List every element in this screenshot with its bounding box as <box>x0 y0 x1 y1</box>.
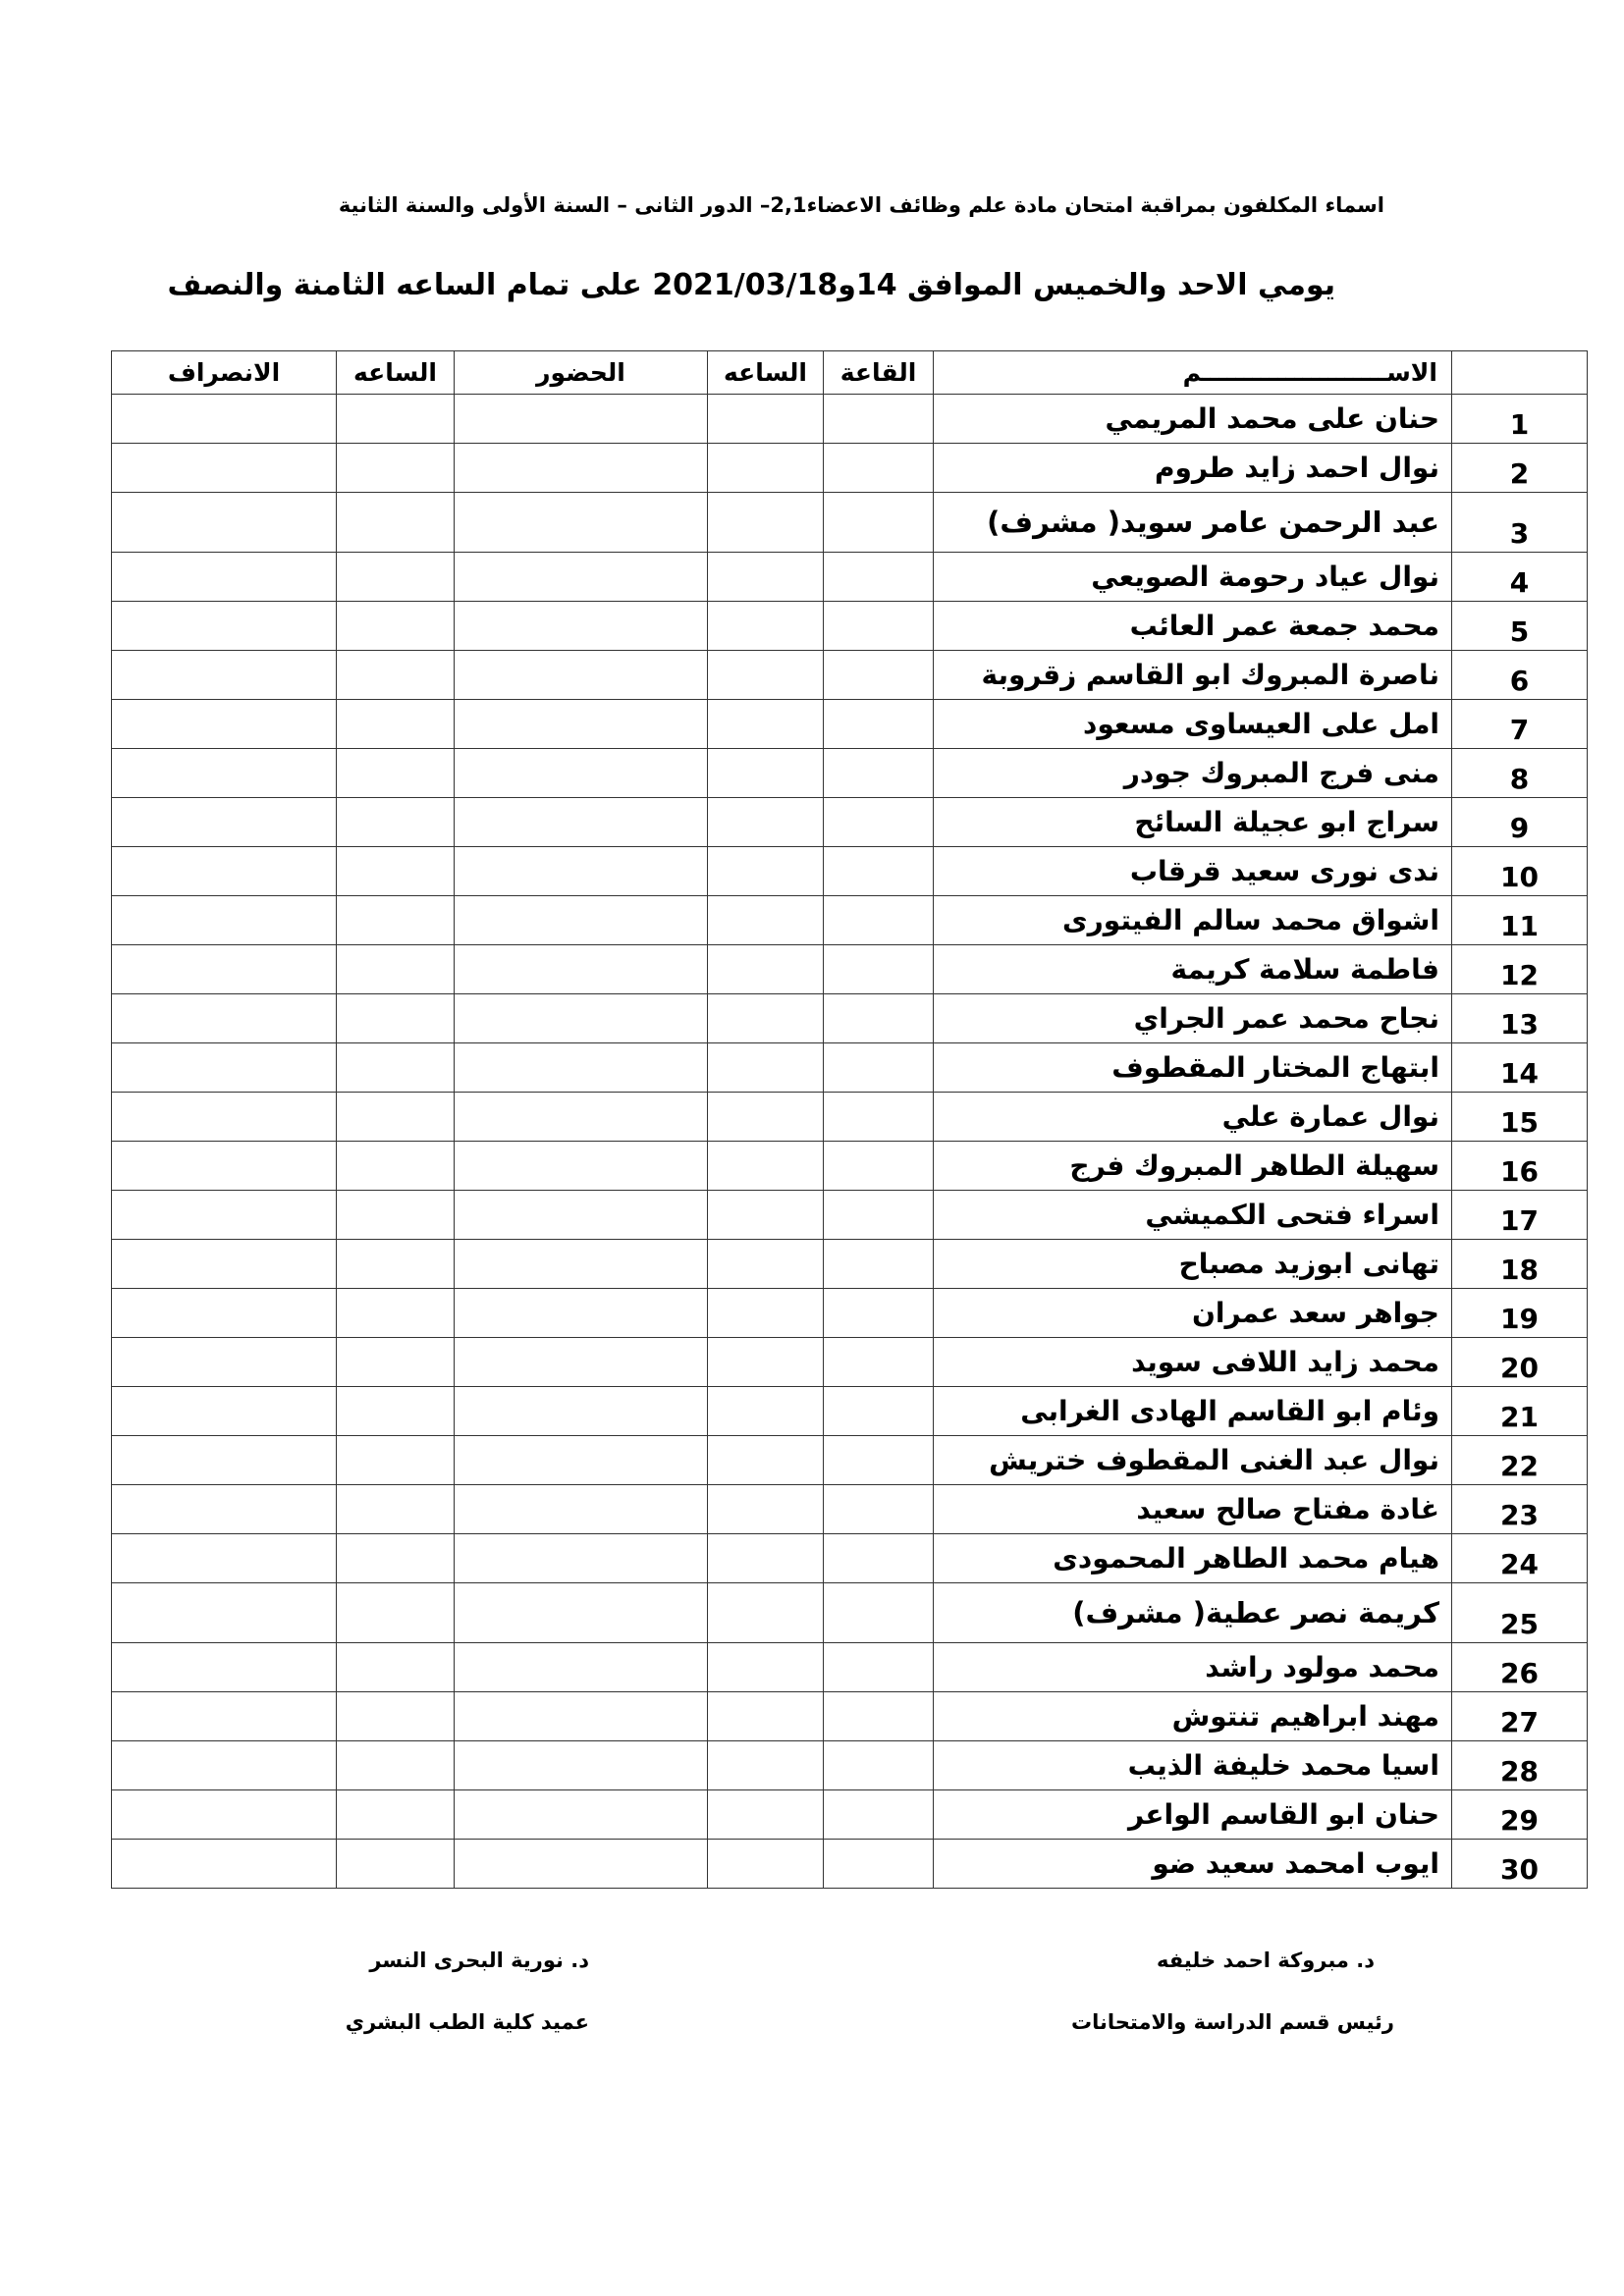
row-time-out-cell <box>337 1093 455 1142</box>
table-row <box>112 1387 1588 1436</box>
row-time-in-cell <box>708 1534 824 1583</box>
table-row <box>112 945 1588 994</box>
row-number: 29 <box>1452 1790 1588 1840</box>
row-number: 27 <box>1452 1692 1588 1741</box>
row-name: محمد زايد اللافى سويد <box>934 1338 1452 1387</box>
row-departure-cell <box>112 1387 337 1436</box>
row-time-out-cell <box>337 444 455 493</box>
table-row <box>112 493 1588 553</box>
row-attendance-cell <box>455 945 708 994</box>
row-time-out-cell <box>337 1043 455 1093</box>
row-attendance-cell <box>455 493 708 553</box>
row-attendance-cell <box>455 749 708 798</box>
row-number: 16 <box>1452 1142 1588 1191</box>
row-time-in-cell <box>708 1485 824 1534</box>
row-hall-cell <box>824 1534 934 1583</box>
row-number: 9 <box>1452 798 1588 847</box>
row-attendance-cell <box>455 1485 708 1534</box>
row-name: اشواق محمد سالم الفيتورى <box>934 896 1452 945</box>
row-hall-cell <box>824 651 934 700</box>
row-name: سهيلة الطاهر المبروك فرج <box>934 1142 1452 1191</box>
row-hall-cell <box>824 1289 934 1338</box>
table-row <box>112 847 1588 896</box>
row-hall-cell <box>824 395 934 444</box>
row-attendance-cell <box>455 1583 708 1643</box>
row-departure-cell <box>112 444 337 493</box>
row-number: 8 <box>1452 749 1588 798</box>
row-hall-cell <box>824 602 934 651</box>
row-time-in-cell <box>708 602 824 651</box>
row-name: منى فرج المبروك جودر <box>934 749 1452 798</box>
header-time-in: الساعه <box>708 351 824 395</box>
row-number: 28 <box>1452 1741 1588 1790</box>
row-name: جواهر سعد عمران <box>934 1289 1452 1338</box>
row-name: نجاح محمد عمر الجراي <box>934 994 1452 1043</box>
row-time-in-cell <box>708 749 824 798</box>
row-departure-cell <box>112 1142 337 1191</box>
row-time-in-cell <box>708 1142 824 1191</box>
row-attendance-cell <box>455 1338 708 1387</box>
row-attendance-cell <box>455 847 708 896</box>
table-row <box>112 1043 1588 1093</box>
row-number: 12 <box>1452 945 1588 994</box>
row-number: 3 <box>1452 493 1588 553</box>
row-time-out-cell <box>337 1534 455 1583</box>
signature-title-left: عميد كلية الطب البشري <box>345 2010 589 2034</box>
row-departure-cell <box>112 945 337 994</box>
row-attendance-cell <box>455 395 708 444</box>
row-time-out-cell <box>337 651 455 700</box>
row-time-out-cell <box>337 1387 455 1436</box>
row-hall-cell <box>824 1338 934 1387</box>
row-departure-cell <box>112 1240 337 1289</box>
row-number: 6 <box>1452 651 1588 700</box>
row-hall-cell <box>824 444 934 493</box>
row-number: 15 <box>1452 1093 1588 1142</box>
row-time-out-cell <box>337 1485 455 1534</box>
row-attendance-cell <box>455 1534 708 1583</box>
table-row <box>112 994 1588 1043</box>
row-departure-cell <box>112 798 337 847</box>
row-departure-cell <box>112 1338 337 1387</box>
row-name: حنان ابو القاسم الواعر <box>934 1790 1452 1840</box>
row-name: امل على العيساوى مسعود <box>934 700 1452 749</box>
table-row <box>112 553 1588 602</box>
row-time-in-cell <box>708 1191 824 1240</box>
row-hall-cell <box>824 896 934 945</box>
row-departure-cell <box>112 1583 337 1643</box>
row-attendance-cell <box>455 1240 708 1289</box>
row-hall-cell <box>824 994 934 1043</box>
proctor-roster-table <box>111 350 1588 1889</box>
row-attendance-cell <box>455 1643 708 1692</box>
row-departure-cell <box>112 994 337 1043</box>
row-time-in-cell <box>708 1583 824 1643</box>
row-time-out-cell <box>337 1741 455 1790</box>
table-row <box>112 1840 1588 1889</box>
row-attendance-cell <box>455 1692 708 1741</box>
row-name: فاطمة سلامة كريمة <box>934 945 1452 994</box>
row-time-out-cell <box>337 945 455 994</box>
row-hall-cell <box>824 1643 934 1692</box>
row-hall-cell <box>824 700 934 749</box>
row-time-in-cell <box>708 700 824 749</box>
row-name: نوال عمارة علي <box>934 1093 1452 1142</box>
row-time-out-cell <box>337 700 455 749</box>
row-number: 23 <box>1452 1485 1588 1534</box>
table-row <box>112 1191 1588 1240</box>
row-departure-cell <box>112 395 337 444</box>
header-hall: القاعة <box>824 351 934 395</box>
row-time-out-cell <box>337 847 455 896</box>
row-time-out-cell <box>337 1840 455 1889</box>
row-time-in-cell <box>708 1692 824 1741</box>
row-number: 25 <box>1452 1583 1588 1643</box>
table-row <box>112 896 1588 945</box>
row-name: غادة مفتاح صالح سعيد <box>934 1485 1452 1534</box>
row-name: نوال احمد زايد طروم <box>934 444 1452 493</box>
header-attendance: الحضور <box>455 351 708 395</box>
table-row <box>112 749 1588 798</box>
table-row <box>112 1485 1588 1534</box>
row-time-in-cell <box>708 1387 824 1436</box>
row-departure-cell <box>112 1643 337 1692</box>
row-number: 20 <box>1452 1338 1588 1387</box>
row-name: هيام محمد الطاهر المحمودى <box>934 1534 1452 1583</box>
row-hall-cell <box>824 1240 934 1289</box>
row-attendance-cell <box>455 994 708 1043</box>
row-attendance-cell <box>455 1191 708 1240</box>
row-time-out-cell <box>337 1583 455 1643</box>
signature-name-right: د. مبروكة احمد خليفه <box>1157 1949 1375 1972</box>
row-number: 7 <box>1452 700 1588 749</box>
row-attendance-cell <box>455 602 708 651</box>
row-number: 18 <box>1452 1240 1588 1289</box>
row-hall-cell <box>824 1692 934 1741</box>
table-row <box>112 1142 1588 1191</box>
row-time-in-cell <box>708 847 824 896</box>
row-time-out-cell <box>337 1142 455 1191</box>
row-time-out-cell <box>337 1790 455 1840</box>
row-departure-cell <box>112 847 337 896</box>
row-number: 30 <box>1452 1840 1588 1889</box>
row-name: كريمة نصر عطية( مشرف) <box>934 1583 1452 1643</box>
row-time-out-cell <box>337 493 455 553</box>
row-departure-cell <box>112 651 337 700</box>
row-attendance-cell <box>455 1142 708 1191</box>
row-time-out-cell <box>337 395 455 444</box>
row-attendance-cell <box>455 1840 708 1889</box>
row-number: 13 <box>1452 994 1588 1043</box>
row-name: نوال عبد الغنى المقطوف ختريش <box>934 1436 1452 1485</box>
row-attendance-cell <box>455 1289 708 1338</box>
table-row <box>112 700 1588 749</box>
table-row <box>112 444 1588 493</box>
row-name: عبد الرحمن عامر سويد( مشرف) <box>934 493 1452 553</box>
row-number: 1 <box>1452 395 1588 444</box>
row-time-in-cell <box>708 1741 824 1790</box>
row-time-in-cell <box>708 896 824 945</box>
row-hall-cell <box>824 847 934 896</box>
row-hall-cell <box>824 1093 934 1142</box>
row-name: وئام ابو القاسم الهادى الغرابى <box>934 1387 1452 1436</box>
document-title: اسماء المكلفون بمراقبة امتحان مادة علم وظائف الاعضاء2,1– الدور الثانى – السنة الأولى والسنة الثانية <box>338 193 1384 217</box>
signature-title-right: رئيس قسم الدراسة والامتحانات <box>1071 2010 1394 2034</box>
row-hall-cell <box>824 945 934 994</box>
row-number: 22 <box>1452 1436 1588 1485</box>
row-name: سراج ابو عجيلة السائح <box>934 798 1452 847</box>
row-number: 17 <box>1452 1191 1588 1240</box>
row-time-out-cell <box>337 1692 455 1741</box>
row-name: نوال عياد رحومة الصويعي <box>934 553 1452 602</box>
row-departure-cell <box>112 1790 337 1840</box>
table-row <box>112 1289 1588 1338</box>
table-row <box>112 1692 1588 1741</box>
row-number: 19 <box>1452 1289 1588 1338</box>
row-attendance-cell <box>455 1043 708 1093</box>
row-time-in-cell <box>708 395 824 444</box>
table-row <box>112 395 1588 444</box>
row-time-out-cell <box>337 1191 455 1240</box>
row-hall-cell <box>824 1741 934 1790</box>
row-number: 5 <box>1452 602 1588 651</box>
row-number: 24 <box>1452 1534 1588 1583</box>
document-subtitle: يومي الاحد والخميس الموافق 14و2021/03/18 على تمام الساعه الثامنة والنصف <box>167 268 1335 302</box>
row-departure-cell <box>112 896 337 945</box>
row-departure-cell <box>112 700 337 749</box>
signature-name-left: د. نورية البحرى النسر <box>369 1949 589 1972</box>
header-number <box>1452 351 1588 395</box>
header-departure: الانصراف <box>112 351 337 395</box>
row-number: 11 <box>1452 896 1588 945</box>
row-attendance-cell <box>455 700 708 749</box>
row-attendance-cell <box>455 1387 708 1436</box>
table-header-row <box>112 351 1588 395</box>
row-attendance-cell <box>455 1436 708 1485</box>
row-time-out-cell <box>337 1643 455 1692</box>
row-time-in-cell <box>708 994 824 1043</box>
row-departure-cell <box>112 749 337 798</box>
row-attendance-cell <box>455 896 708 945</box>
row-name: ايوب امحمد سعيد ضو <box>934 1840 1452 1889</box>
table-row <box>112 1240 1588 1289</box>
table-row <box>112 602 1588 651</box>
row-departure-cell <box>112 602 337 651</box>
roster-body <box>112 395 1588 1889</box>
row-departure-cell <box>112 1534 337 1583</box>
row-number: 21 <box>1452 1387 1588 1436</box>
row-departure-cell <box>112 1043 337 1093</box>
row-time-in-cell <box>708 493 824 553</box>
row-time-in-cell <box>708 444 824 493</box>
table-row <box>112 1436 1588 1485</box>
row-hall-cell <box>824 1191 934 1240</box>
row-number: 14 <box>1452 1043 1588 1093</box>
row-time-in-cell <box>708 651 824 700</box>
row-time-in-cell <box>708 553 824 602</box>
row-departure-cell <box>112 1840 337 1889</box>
row-time-in-cell <box>708 1790 824 1840</box>
row-time-in-cell <box>708 945 824 994</box>
table-row <box>112 1583 1588 1643</box>
row-departure-cell <box>112 493 337 553</box>
row-name: محمد مولود راشد <box>934 1643 1452 1692</box>
row-time-out-cell <box>337 798 455 847</box>
row-hall-cell <box>824 1790 934 1840</box>
row-departure-cell <box>112 553 337 602</box>
table-row <box>112 1741 1588 1790</box>
row-time-out-cell <box>337 749 455 798</box>
row-attendance-cell <box>455 553 708 602</box>
row-name: ندى نورى سعيد قرقاب <box>934 847 1452 896</box>
row-departure-cell <box>112 1485 337 1534</box>
row-hall-cell <box>824 1583 934 1643</box>
row-attendance-cell <box>455 1741 708 1790</box>
row-number: 10 <box>1452 847 1588 896</box>
row-time-in-cell <box>708 1043 824 1093</box>
row-time-out-cell <box>337 896 455 945</box>
row-number: 26 <box>1452 1643 1588 1692</box>
table-row <box>112 1338 1588 1387</box>
row-hall-cell <box>824 1485 934 1534</box>
header-name: الاســــــــــــــــــــــم <box>934 351 1452 395</box>
row-attendance-cell <box>455 1093 708 1142</box>
row-time-out-cell <box>337 994 455 1043</box>
row-departure-cell <box>112 1093 337 1142</box>
row-time-out-cell <box>337 1436 455 1485</box>
row-time-in-cell <box>708 1840 824 1889</box>
row-departure-cell <box>112 1741 337 1790</box>
row-name: اسيا محمد خليفة الذيب <box>934 1741 1452 1790</box>
row-name: اسراء فتحى الكميشي <box>934 1191 1452 1240</box>
row-time-out-cell <box>337 1338 455 1387</box>
table-row <box>112 1534 1588 1583</box>
row-hall-cell <box>824 749 934 798</box>
row-attendance-cell <box>455 444 708 493</box>
row-departure-cell <box>112 1436 337 1485</box>
row-name: ابتهاج المختار المقطوف <box>934 1043 1452 1093</box>
table-row <box>112 1790 1588 1840</box>
row-time-out-cell <box>337 602 455 651</box>
row-time-out-cell <box>337 1289 455 1338</box>
row-departure-cell <box>112 1692 337 1741</box>
row-name: محمد جمعة عمر العائب <box>934 602 1452 651</box>
row-number: 4 <box>1452 553 1588 602</box>
row-hall-cell <box>824 1840 934 1889</box>
row-name: حنان على محمد المريمي <box>934 395 1452 444</box>
row-name: ناصرة المبروك ابو القاسم زقروبة <box>934 651 1452 700</box>
row-attendance-cell <box>455 1790 708 1840</box>
row-hall-cell <box>824 798 934 847</box>
row-time-in-cell <box>708 1436 824 1485</box>
row-hall-cell <box>824 1142 934 1191</box>
row-hall-cell <box>824 1387 934 1436</box>
table-row <box>112 798 1588 847</box>
row-hall-cell <box>824 1043 934 1093</box>
row-attendance-cell <box>455 798 708 847</box>
row-time-in-cell <box>708 798 824 847</box>
table-row <box>112 1093 1588 1142</box>
row-name: مهند ابراهيم تنتوش <box>934 1692 1452 1741</box>
row-hall-cell <box>824 493 934 553</box>
row-time-in-cell <box>708 1093 824 1142</box>
row-number: 2 <box>1452 444 1588 493</box>
header-time-out: الساعه <box>337 351 455 395</box>
row-time-in-cell <box>708 1240 824 1289</box>
table-row <box>112 651 1588 700</box>
row-departure-cell <box>112 1191 337 1240</box>
row-departure-cell <box>112 1289 337 1338</box>
row-time-in-cell <box>708 1643 824 1692</box>
row-time-out-cell <box>337 1240 455 1289</box>
row-hall-cell <box>824 1436 934 1485</box>
table-row <box>112 1643 1588 1692</box>
row-attendance-cell <box>455 651 708 700</box>
row-time-in-cell <box>708 1338 824 1387</box>
row-time-in-cell <box>708 1289 824 1338</box>
row-hall-cell <box>824 553 934 602</box>
row-time-out-cell <box>337 553 455 602</box>
row-name: تهانى ابوزيد مصباح <box>934 1240 1452 1289</box>
